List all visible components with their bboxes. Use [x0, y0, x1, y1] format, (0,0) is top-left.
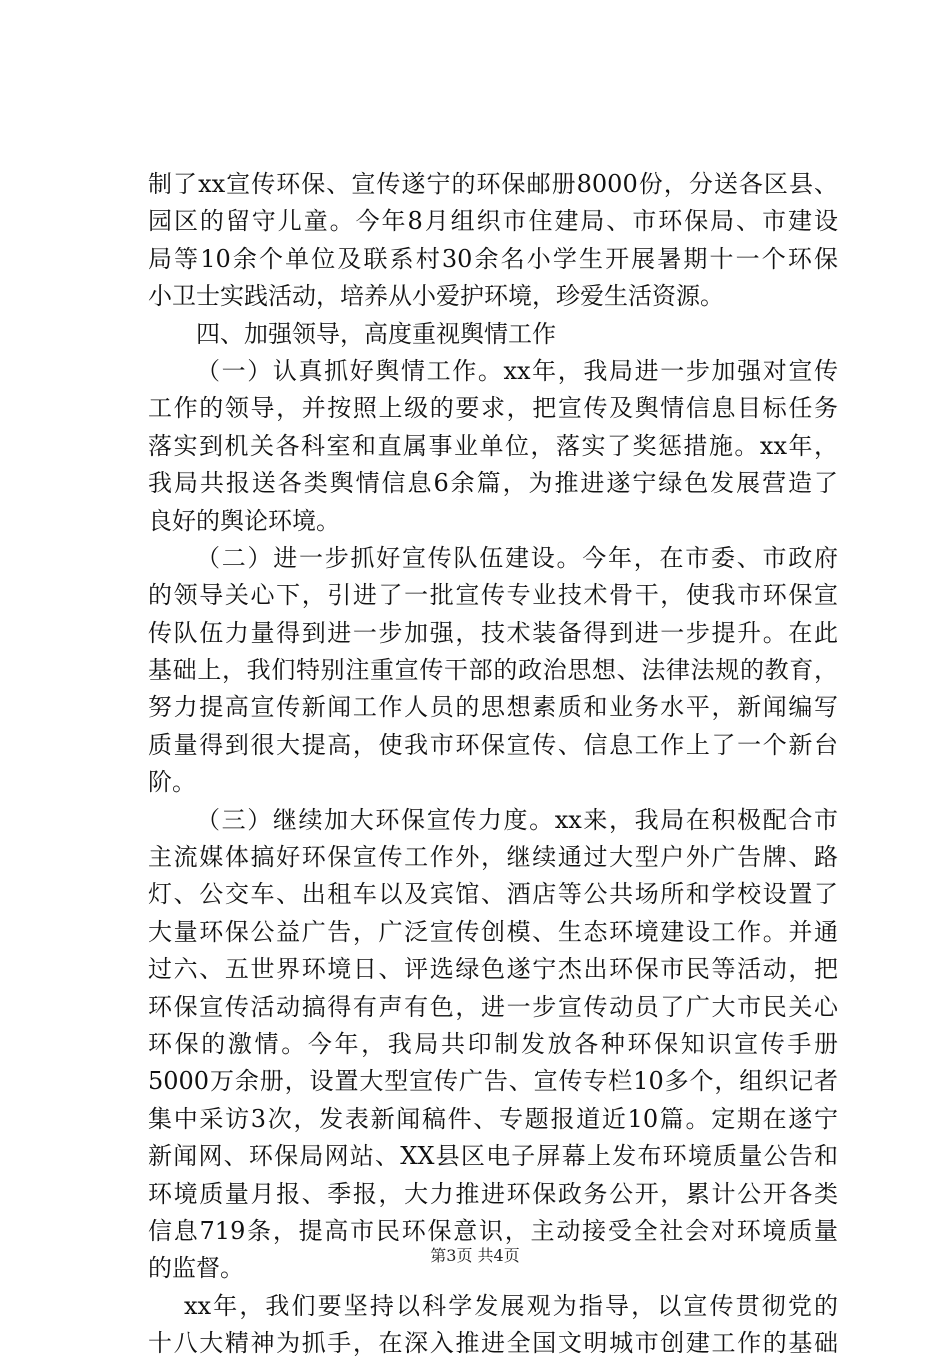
text-line: 阶。: [148, 768, 196, 797]
text-line: 质量得到很大提高，使我市环保宣传、信息工作上了一个新台: [148, 730, 838, 759]
text-line: 良好的舆论环境。: [148, 506, 340, 535]
text-line: 四、加强领导，高度重视舆情工作: [196, 319, 556, 348]
text-line: 大量环保公益广告，广泛宣传创模、生态环境建设工作。并通: [148, 917, 838, 946]
text-line: 5000万余册，设置大型宣传广告、宣传专栏10多个，组织记者: [148, 1067, 838, 1096]
text-line: 工作的领导，并按照上级的要求，把宣传及舆情信息目标任务: [148, 394, 838, 423]
text-line: 园区的留守儿童。今年8月组织市住建局、市环保局、市建设: [148, 207, 838, 236]
text-line: 主流媒体搞好环保宣传工作外，继续通过大型户外广告牌、路: [148, 843, 838, 872]
text-line: 的领导关心下，引进了一批宣传专业技术骨干，使我市环保宣: [148, 581, 838, 610]
text-line: 基础上，我们特别注重宣传干部的政治思想、法律法规的教育，: [148, 656, 838, 685]
text-line: 制了xx宣传环保、宣传遂宁的环保邮册8000份，分送各区县、: [148, 170, 838, 198]
text-line: 信息719条，提高市民环保意识，主动接受全社会对环境质量: [148, 1216, 838, 1245]
text-line: 新闻网、环保局网站、XX县区电子屏幕上发布环境质量公告和: [148, 1142, 838, 1171]
page-footer: 第3页 共4页: [430, 1246, 520, 1265]
text-line: 灯、公交车、出租车以及宾馆、酒店等公共场所和学校设置了: [148, 880, 838, 909]
document-body: [148, 166, 838, 1363]
text-line: （二）进一步抓好宣传队伍建设。今年，在市委、市政府: [196, 543, 838, 572]
text-line: 努力提高宣传新闻工作人员的思想素质和业务水平，新闻编写: [148, 693, 838, 722]
text-line: 的监督。: [148, 1254, 244, 1283]
text-line: 小卫士实践活动，培养从小爱护环境，珍爱生活资源。: [148, 282, 724, 311]
text-line: 落实到机关各科室和直属事业单位，落实了奖惩措施。xx年，: [148, 431, 838, 460]
text-line: 环境质量月报、季报，大力推进环保政务公开，累计公开各类: [148, 1179, 838, 1208]
text-line: （一）认真抓好舆情工作。xx年，我局进一步加强对宣传: [196, 356, 838, 385]
text-line: 环保宣传活动搞得有声有色，进一步宣传动员了广大市民关心: [148, 992, 838, 1021]
text-line: 环保的激情。今年，我局共印制发放各种环保知识宣传手册: [148, 1029, 838, 1058]
text-line: （三）继续加大环保宣传力度。xx来，我局在积极配合市: [196, 805, 838, 834]
text-line: 十八大精神为抓手，在深入推进全国文明城市创建工作的基础: [148, 1329, 838, 1358]
text-line: 过六、五世界环境日、评选绿色遂宁杰出环保市民等活动，把: [148, 955, 838, 984]
text-line: 传队伍力量得到进一步加强，技术装备得到进一步提升。在此: [148, 618, 838, 647]
text-line: 我局共报送各类舆情信息6余篇，为推进遂宁绿色发展营造了: [148, 469, 838, 498]
text-line: 局等10余个单位及联系村30余名小学生开展暑期十一个环保: [148, 244, 838, 273]
text-line: xx年，我们要坚持以科学发展观为指导，以宣传贯彻党的: [184, 1291, 838, 1320]
text-line: 集中采访3次，发表新闻稿件、专题报道近10篇。定期在遂宁: [148, 1104, 838, 1133]
